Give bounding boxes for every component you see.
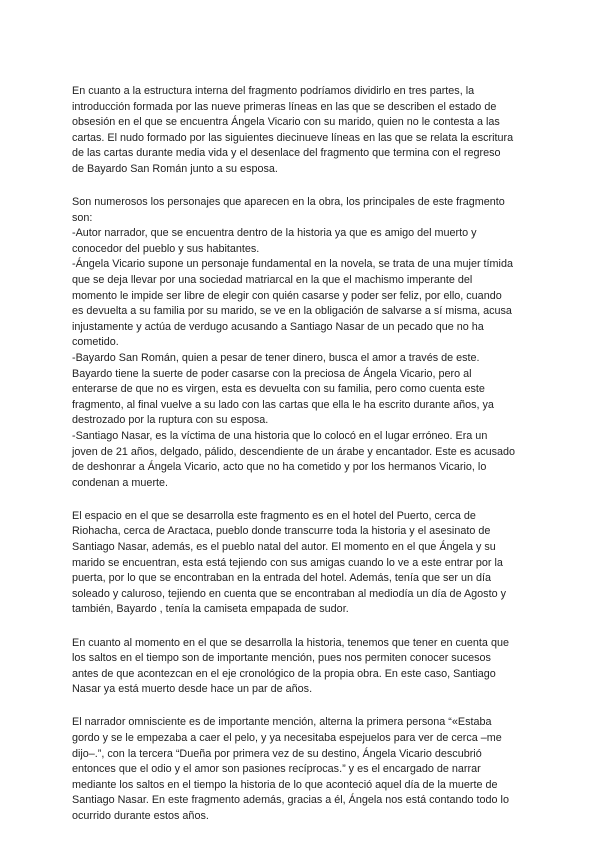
text-line: -Autor narrador, que se encuentra dentro de la historia ya que es amigo del muerto y bbox=[72, 227, 477, 240]
text-line: momento le impide ser libre de elegir con quién casarse y poder ser feliz, por ello, cuando bbox=[72, 289, 502, 302]
text-line: que se deja llevar por una sociedad matriarcal en la que el machismo imperante del bbox=[72, 274, 473, 287]
text-line: soleado y caluroso, tejiendo en cuenta que se encontraban al mediodía un día de Agosto y bbox=[72, 587, 506, 600]
text-line: En cuanto a la estructura interna del fragmento podríamos dividirlo en tres partes, la bbox=[72, 85, 475, 97]
text-line: dijo–.”, con la tercera “Dueña por primera vez de su destino, Ángela Vicario descubrió bbox=[72, 747, 482, 760]
text-line: El narrador omnisciente es de importante mención, alterna la primera persona “«Estaba bbox=[72, 716, 492, 729]
text-line: condenan a muerte. bbox=[72, 476, 169, 489]
text-line: joven de 21 años, delgado, pálido, descendiente de un árabe y encantador. Este es acusado bbox=[72, 445, 516, 458]
paragraph-structure bbox=[72, 84, 532, 178]
text-line: de deshonrar a Ángela Vicario, acto que no ha cometido y por los hermanos Vicario, lo bbox=[72, 461, 487, 474]
text-line: Riohacha, cerca de Aractaca, pueblo donde transcurre toda la historia y el asesinato de bbox=[72, 525, 491, 538]
text-line: Santiago Nasar. En este fragmento además, gracias a él, Ángela nos está contando todo lo bbox=[72, 794, 509, 807]
text-line: mediante los saltos en el tiempo la historia de lo que aconteció aquel día de la muerte de bbox=[72, 778, 498, 791]
text-line: -Santiago Nasar, es la víctima de una historia que lo colocó en el lugar erróneo. Era un bbox=[72, 429, 488, 442]
text-line: introducción formada por las nueve primeras líneas en las que se describen el estado de bbox=[72, 100, 497, 113]
text-line: cartas. El nudo formado por las siguientes diecinueve líneas en las que se relata la escritura bbox=[72, 131, 514, 144]
text-line: -Bayardo San Román, quien a pesar de tener dinero, busca el amor a través de este. bbox=[72, 352, 480, 364]
paragraph-narrator bbox=[72, 715, 532, 824]
paragraph-characters bbox=[72, 195, 532, 491]
text-line: gordo y se le empezaba a caer el pelo, y ya necesitaba espejuelos para ver de cerca –me bbox=[72, 731, 502, 744]
text-line: los saltos en el tiempo son de importante mención, pues nos permiten conocer sucesos bbox=[72, 652, 491, 665]
text-line: Santiago Nasar, además, es el pueblo natal del autor. El momento en el que Ángela y su bbox=[72, 541, 496, 554]
text-line: también, Bayardo , tenía la camiseta empapada de sudor. bbox=[72, 603, 349, 616]
text-line: Nasar ya está muerto desde hace un par de años. bbox=[72, 683, 313, 696]
text-line: obsesión en el que se encuentra Ángela Vicario con su marido, quien no le contesta a las bbox=[72, 116, 500, 129]
text-line: Son numerosos los personajes que aparecen en la obra, los principales de este fragmento bbox=[72, 196, 505, 209]
text-line: fragmento, al final vuelve a su lado con las cartas que ella le ha escrito durante años, ya bbox=[72, 398, 494, 411]
text-line: es devuelta a su familia por su marido, se ve en la obligación de salvarse a sí misma, acusa bbox=[72, 305, 512, 318]
text-line: Bayardo tiene la suerte de poder casarse con la preciosa de Ángela Vicario, pero al bbox=[72, 367, 472, 380]
text-line: de Bayardo San Román junto a su esposa. bbox=[72, 162, 278, 175]
text-line: antes de que acontezcan en el eje cronológico de la propia obra. En este caso, Santiago bbox=[72, 667, 496, 680]
text-line: ocurrido durante estos años. bbox=[72, 809, 209, 822]
paragraph-space bbox=[72, 509, 532, 618]
text-line: El espacio en el que se desarrolla este fragmento es en el hotel del Puerto, cerca de bbox=[72, 509, 476, 522]
text-line: En cuanto al momento en el que se desarrolla la historia, tenemos que tener en cuenta que bbox=[72, 636, 509, 649]
paragraph-time bbox=[72, 636, 532, 698]
text-line: injustamente y actúa de verdugo acusando a Santiago Nasar de un pecado que no ha bbox=[72, 320, 484, 333]
text-line: puerta, por lo que se encontraban en la entrada del hotel. Además, tenía que ser un día bbox=[72, 572, 491, 585]
document-page bbox=[72, 84, 532, 842]
text-line: son: bbox=[72, 211, 93, 224]
text-line: conocedor del pueblo y sus habitantes. bbox=[72, 242, 260, 255]
text-line: cometido. bbox=[72, 336, 119, 349]
text-line: enterarse de que no es virgen, esta es devuelta con su familia, pero como cuenta este bbox=[72, 383, 485, 396]
text-line: -Ángela Vicario supone un personaje fundamental en la novela, se trata de una mujer tímida bbox=[72, 258, 513, 271]
text-line: destrozado por la ruptura con su esposa. bbox=[72, 414, 269, 427]
text-line: marido se encuentran, esta está tejiendo con sus amigas cuando lo ve a este entrar por la bbox=[72, 556, 503, 569]
text-line: entonces que el odio y el amor son pasiones recíprocas.” y es el encargado de narrar bbox=[72, 763, 481, 776]
text-line: de las cartas durante media vida y el desenlace del fragmento que termina con el regreso bbox=[72, 147, 501, 160]
